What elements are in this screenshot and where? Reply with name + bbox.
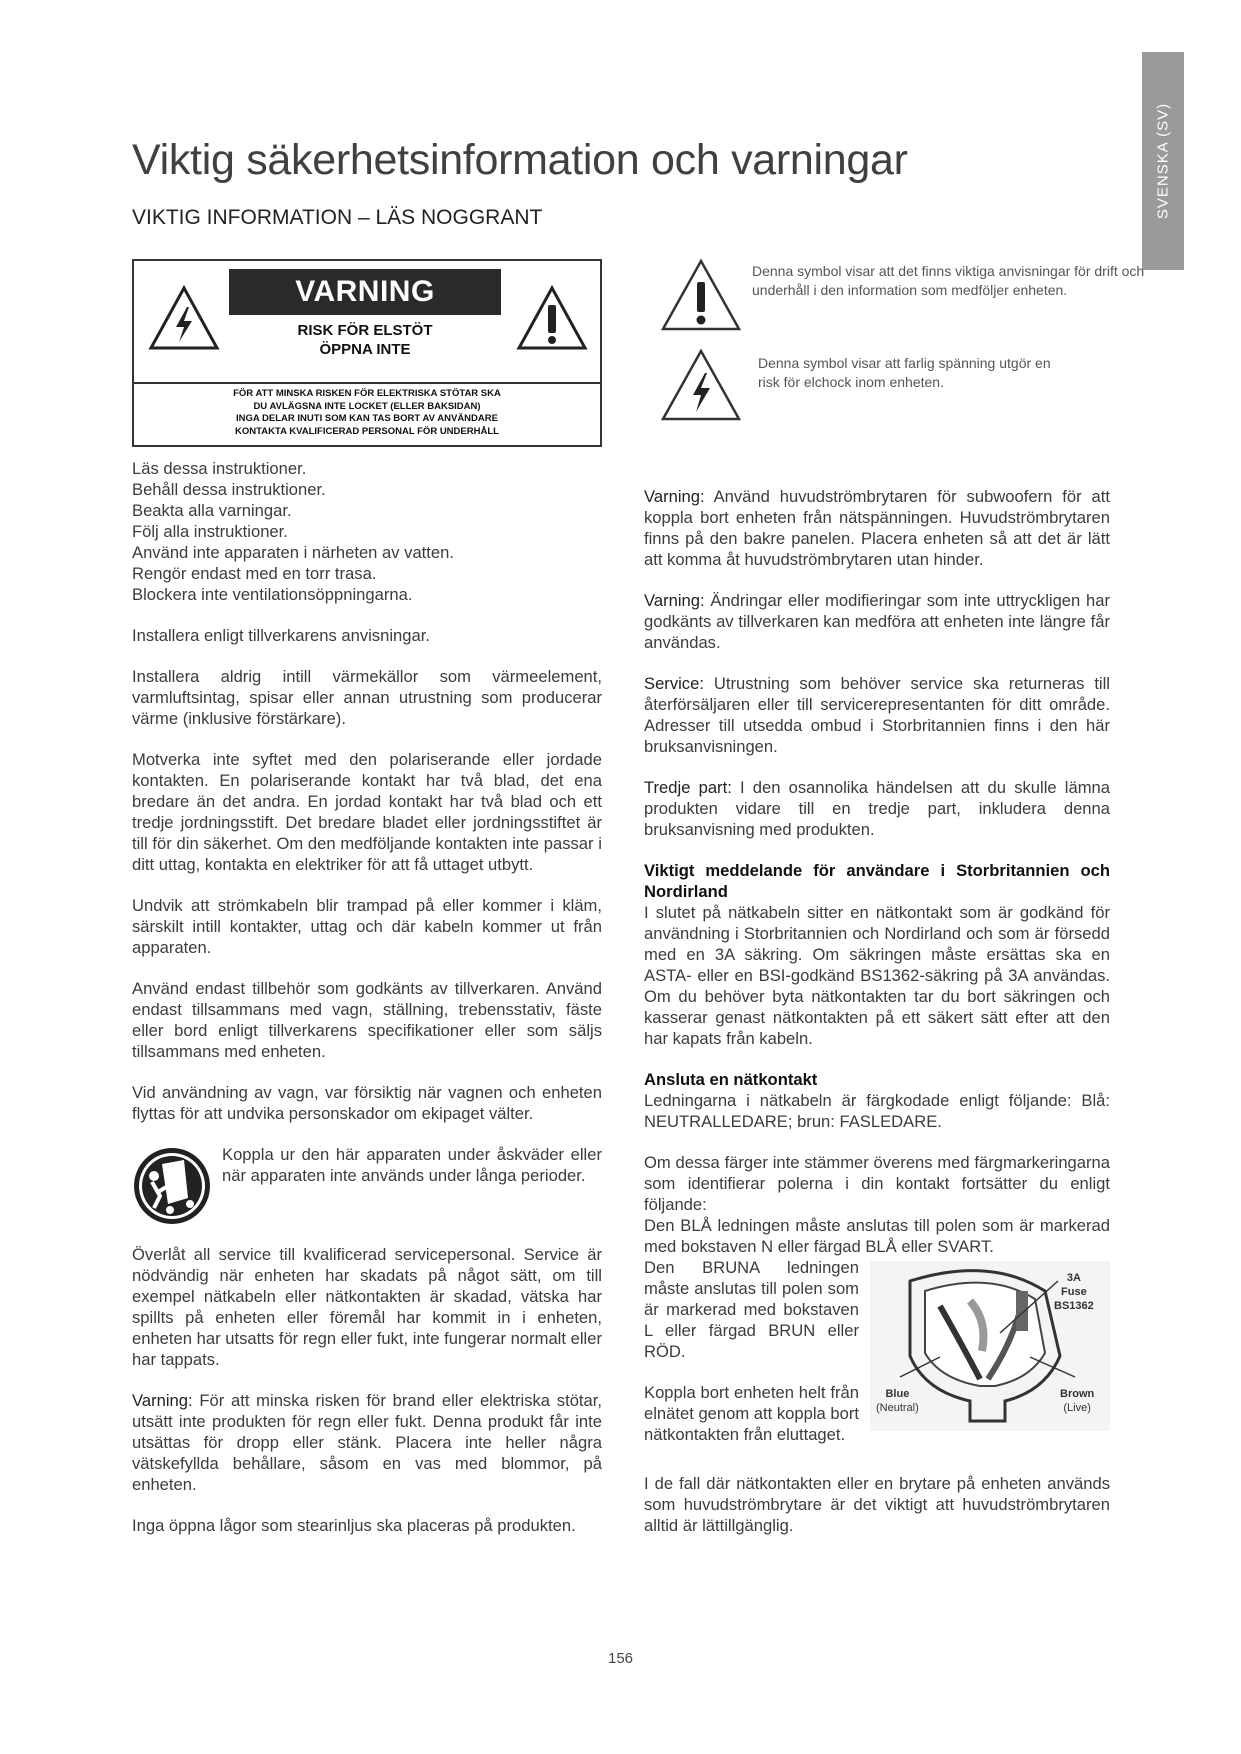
- moisture-warning-paragraph: [132, 1390, 602, 1495]
- service-paragraph: Överlåt all service till kvalificerad servicepersonal. Service är nödvändig när enheten har skadats på något sätt, om till exempel nätkabeln eller nätkontakten är skadad, vätska har spillts på enheten eller föremål har kommit in i enheten, enheten har utsatts för regn eller fukt, inte fungerar normalt eller har tappats.: [132, 1245, 602, 1369]
- moisture-warning-label: Varning:: [132, 1391, 193, 1410]
- brown-wire-label: [1060, 1387, 1094, 1415]
- fuse-standard: BS1362: [1054, 1300, 1094, 1312]
- fuse-rating: 3A: [1066, 1272, 1081, 1284]
- blue-wire-label: [876, 1387, 919, 1415]
- heat-paragraph: Installera aldrig intill värmekällor som värmeelement, varmluftsintag, spisar eller annan utrustning som producerar värme (inklusive förstärkare).: [132, 667, 602, 728]
- moisture-warning-text: För att minska risken för brand eller elektriska stötar, utsätt inte produkten för regn eller fukt. Denna produkt får inte utsättas för dropp eller stänk. Placera inte heller några vätskefyllda behållare, såsom en vas med blommor, på enheten.: [132, 1391, 602, 1494]
- power-cord-paragraph: Undvik att strömkabeln blir trampad på eller kommer i kläm, särskilt intill kontakter, uttag och där kabeln kommer ut från apparaten.: [132, 896, 602, 957]
- neutral-label: (Neutral): [876, 1402, 919, 1414]
- right-column: [644, 486, 1110, 1556]
- list-item: Använd inte apparaten i närheten av vatten.: [132, 543, 454, 562]
- live-label: (Live): [1063, 1402, 1091, 1414]
- warning-bottom-line-2: DU AVLÄGSNA INTE LOCKET (ELLER BAKSIDAN): [253, 400, 481, 412]
- exclamation-symbol-icon: [660, 258, 742, 332]
- plug-section-text: Ledningarna i nätkabeln är färgkodade enligt följande: Blå: NEUTRALLEDARE; brun: FASLEDARE.: [644, 1091, 1110, 1131]
- lightning-symbol-text: Denna symbol visar att farlig spänning utgör en risk för elchock inom enheten.: [758, 355, 1051, 390]
- language-tab-label: SVENSKA (SV): [1154, 102, 1172, 220]
- power-switch-warning: [644, 486, 1110, 570]
- brown-wire-paragraph: Den BRUNA ledningen måste anslutas till polen som är markerad med bokstaven L eller färgad BRUN eller RÖD.: [644, 1258, 859, 1361]
- fuse-label: [1054, 1271, 1094, 1313]
- power-switch-warning-label: Varning:: [644, 487, 705, 506]
- uk-notice-heading: Viktigt meddelande för användare i Storbritannien och Nordirland: [644, 861, 1110, 901]
- lightning-symbol-text-block: [758, 354, 1058, 392]
- exclamation-triangle-icon: [516, 285, 588, 351]
- open-flame-paragraph: Inga öppna lågor som stearinljus ska placeras på produkten.: [132, 1516, 576, 1535]
- cart-paragraph: Vid användning av vagn, var försiktig när vagnen och enheten flyttas för att undvika personskador om ekipaget välter.: [132, 1083, 602, 1123]
- brown-label: Brown: [1060, 1388, 1095, 1400]
- varning-heading: VARNING: [229, 269, 501, 315]
- warning-divider: [134, 382, 600, 384]
- language-tab: [1142, 52, 1184, 270]
- uk-notice-text: I slutet på nätkabeln sitter en nätkontakt som är godkänd för användning i Storbritannien och Nordirland och som är försedd med en 3A säkring. Om säkringen måste ersättas ska en ASTA- eller en BSI-godkänd BS1362-säkring på 3A användas. Om du behöver byta nätkontakten tar du bort säkringen och kasserar genast nätkontakten på ett säkert sätt efter att den har kapats från kabeln.: [644, 903, 1110, 1048]
- lightning-symbol-icon: [660, 348, 742, 422]
- page-title: Viktig säkerhetsinformation och varningar: [132, 136, 908, 184]
- cart-tipover-icon: [132, 1146, 212, 1226]
- service-info: [644, 673, 1110, 757]
- disconnect-paragraph: Koppla bort enheten helt från elnätet genom att koppla bort nätkontakten från eluttaget.: [644, 1383, 859, 1444]
- blue-label: Blue: [885, 1388, 910, 1400]
- polarized-plug-paragraph: Motverka inte syftet med den polariserande eller jordade kontakten. En polariserande kontakt har två blad, det ena bredare än det andra. En jordad kontakt har två blad och ett tredje jordningsstift. Det bredare bladet eller jordningsstiftet är till för din säkerhet. Om den medföljande kontakten inte passar i ditt uttag, kontakta en elektriker för att få uttaget utbytt.: [132, 750, 602, 874]
- lightning-triangle-icon: [148, 285, 220, 351]
- risk-line-1: RISK FÖR ELSTÖT: [297, 322, 433, 339]
- left-column: [132, 458, 602, 1556]
- list-item: Blockera inte ventilationsöppningarna.: [132, 585, 413, 604]
- warning-bottom-line-1: FÖR ATT MINSKA RISKEN FÖR ELEKTRISKA STÖTAR SKA: [233, 388, 501, 399]
- blue-wire-paragraph: Den BLÅ ledningen måste anslutas till polen som är markerad med bokstaven N eller färgad BLÅ eller SVART.: [644, 1216, 1110, 1256]
- page-subtitle: VIKTIG INFORMATION – LÄS NOGGRANT: [132, 206, 543, 229]
- service-info-text: Utrustning som behöver service ska returneras till återförsäljaren eller till servicerepresentanten för ditt område. Adresser till utsedda ombud i Storbritannien finns i den här bruksanvisningen.: [644, 674, 1110, 756]
- warning-bottom-line-3: INGA DELAR INUTI SOM KAN TAS BORT AV ANVÄNDARE: [236, 413, 498, 424]
- list-item: Beakta alla varningar.: [132, 501, 292, 520]
- modification-warning-text: Ändringar eller modifieringar som inte uttryckligen har godkänts av tillverkaren kan medföra att enheten inte längre får användas.: [644, 591, 1110, 652]
- exclamation-symbol-text-block: [752, 262, 1192, 300]
- warning-box: [132, 259, 602, 447]
- modification-warning: [644, 590, 1110, 653]
- uk-notice: [644, 860, 1110, 1049]
- plug-section-heading: Ansluta en nätkontakt: [644, 1070, 818, 1089]
- third-party-text: I den osannolika händelsen att du skulle lämna produkten vidare till en tredje part, inkludera denna bruksanvisning med produkten.: [644, 778, 1110, 839]
- storm-paragraph: Koppla ur den här apparaten under åskväder eller när apparaten inte används under långa perioder.: [222, 1145, 602, 1185]
- exclamation-symbol-text: Denna symbol visar att det finns viktiga anvisningar för drift och underhåll i den information som medföljer enheten.: [752, 263, 1145, 298]
- fuse-word: Fuse: [1061, 1286, 1087, 1298]
- third-party-label: Tredje part:: [644, 778, 732, 797]
- list-item: Behåll dessa instruktioner.: [132, 480, 326, 499]
- list-item: Läs dessa instruktioner.: [132, 459, 307, 478]
- risk-line-2: ÖPPNA INTE: [319, 341, 411, 358]
- final-paragraph: I de fall där nätkontakten eller en brytare på enheten används som huvudströmbrytare är det viktigt att huvudströmbrytaren alltid är lättillgänglig.: [644, 1474, 1110, 1535]
- page-number: 156: [607, 1650, 634, 1667]
- list-item: Följ alla instruktioner.: [132, 522, 288, 541]
- modification-warning-label: Varning:: [644, 591, 705, 610]
- service-info-label: Service:: [644, 674, 704, 693]
- third-party-info: [644, 777, 1110, 840]
- instruction-list: [132, 458, 602, 605]
- power-switch-warning-text: Använd huvudströmbrytaren för subwoofern för att koppla bort enheten från nätspänningen. Huvudströmbrytaren finns på den bakre panelen. Placera enheten så att det är lätt att komma åt huvudströmbrytaren utan hinder.: [644, 487, 1110, 569]
- plug-wiring-block: [644, 1257, 1110, 1473]
- accessories-paragraph: Använd endast tillbehör som godkänts av tillverkaren. Använd endast tillsammans med vagn, ställning, trebensstativ, fäste eller bord enligt tillverkarens specifikationer eller som säljs tillsammans med enheten.: [132, 979, 602, 1061]
- colors-mismatch-paragraph: Om dessa färger inte stämmer överens med färgmarkeringarna som identifierar polerna i din kontakt fortsätter du enligt följande:: [644, 1153, 1110, 1214]
- cart-warning-block: [132, 1144, 602, 1228]
- warning-bottom-line-4: KONTAKTA KVALIFICERAD PERSONAL FÖR UNDERHÅLL: [235, 425, 499, 437]
- list-item: Rengör endast med en torr trasa.: [132, 564, 377, 583]
- plug-section: [644, 1069, 1110, 1132]
- install-paragraph: Installera enligt tillverkarens anvisningar.: [132, 626, 430, 645]
